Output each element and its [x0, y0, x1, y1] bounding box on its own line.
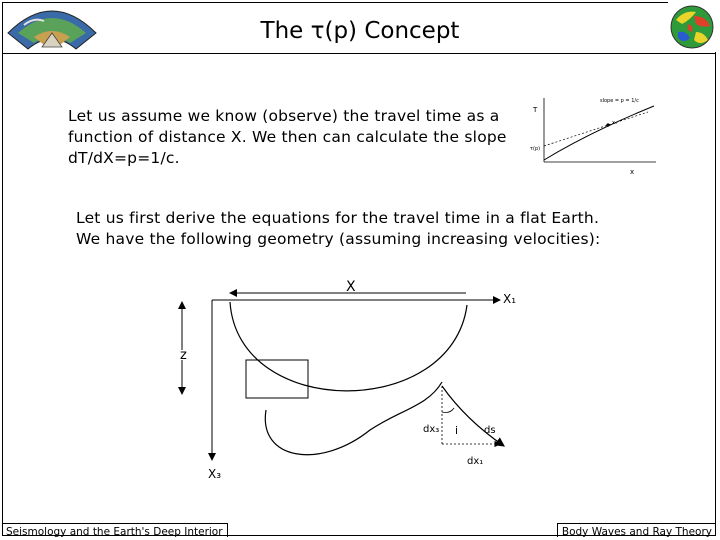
dx1-label: dx₁ [467, 456, 484, 467]
mini-plot-slope-label: slope = p = 1/c [600, 98, 639, 104]
incidence-angle-arc [442, 408, 454, 413]
angle-i-label: i [455, 424, 459, 437]
earth-cross-section-logo [4, 3, 100, 53]
intro-paragraph: Let us assume we know (observe) the travel time as a function of distance X. We then can calculate the slope dT/dX=p=1/c. [68, 107, 507, 167]
x1-axis-label: X₁ [503, 292, 517, 306]
ds-arrow [442, 386, 504, 446]
ray-geometry-diagram [170, 270, 530, 485]
ray-path [230, 302, 467, 391]
ds-label: ds [484, 425, 496, 436]
mini-plot-y-label: T [533, 106, 538, 114]
ray-segment-enlarged [265, 382, 442, 455]
depth-label: z [180, 348, 187, 363]
mini-plot-x-label: x [630, 168, 635, 176]
footer-section-title: Body Waves and Ray Theory [557, 523, 716, 537]
globe-tomography-logo [668, 2, 716, 52]
distance-label: X [346, 279, 356, 295]
zoom-box [246, 360, 308, 398]
x3-axis-label: X₃ [208, 467, 222, 481]
geometry-paragraph: Let us first derive the equations for the travel time in a flat Earth. We have the following geometry (assuming increasing velocities): [76, 209, 601, 248]
mini-plot-intercept-label: τ(p) [530, 146, 541, 152]
footer-course-title: Seismology and the Earth's Deep Interior [2, 523, 228, 537]
mini-plot-x1-label: x₁ [612, 120, 617, 126]
dx3-label: dx₃ [423, 424, 440, 435]
slide-title: The τ(p) Concept [260, 18, 460, 44]
travel-time-sketch [530, 92, 660, 178]
